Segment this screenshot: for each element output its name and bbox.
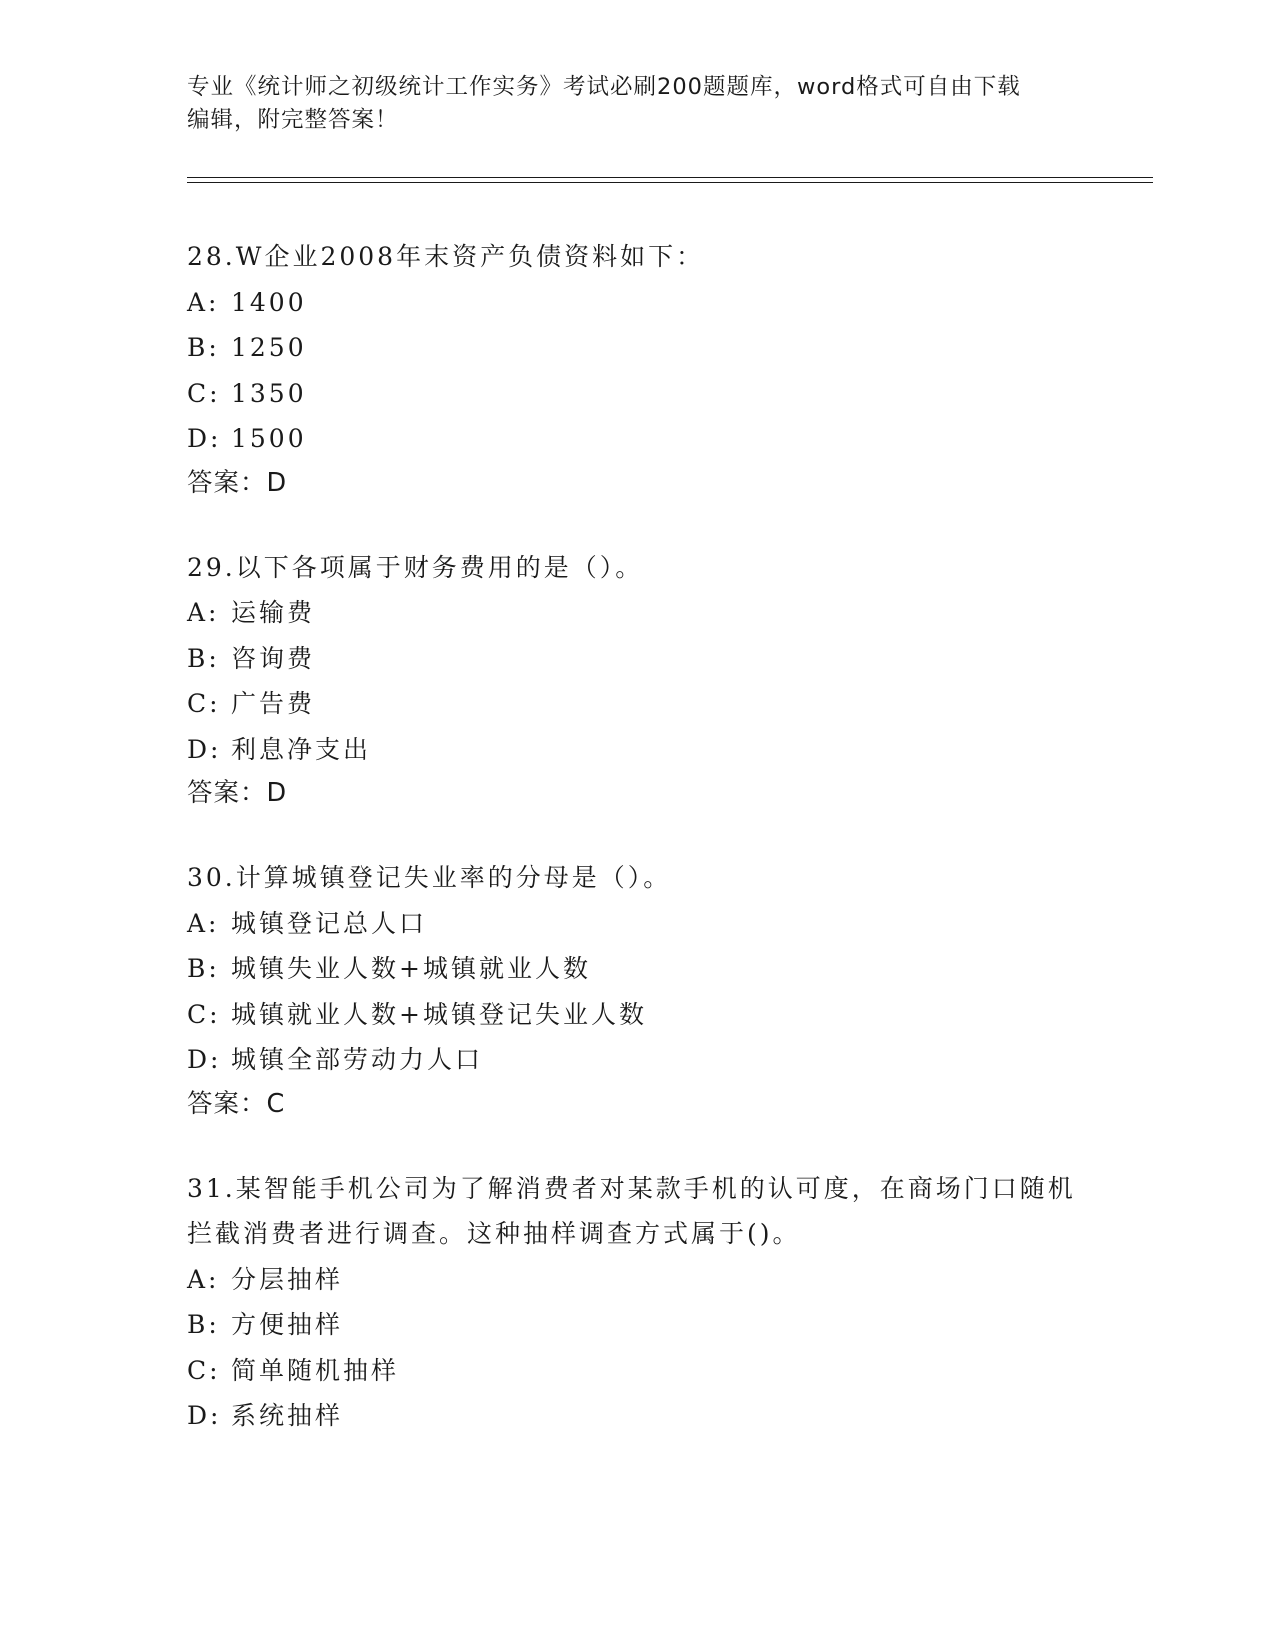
option-label: C: [187, 378, 221, 408]
option-label: A: [187, 1264, 220, 1294]
option-label: B: [187, 333, 220, 362]
answer-line: 答案：D [187, 778, 288, 808]
option-c [187, 992, 1087, 1038]
option-a [187, 1257, 1087, 1303]
option-d [187, 1037, 1087, 1083]
question-text: 28.W企业2008年末资产负债资料如下： [187, 242, 705, 271]
option-label: A: [187, 598, 220, 627]
option-label: A: [187, 287, 220, 317]
option-text: 城镇全部劳动力人口 [231, 1045, 484, 1074]
option-label: D: [187, 424, 222, 453]
header-divider-bottom [187, 182, 1153, 183]
option-label: C: [187, 999, 221, 1029]
option-label: B: [187, 1310, 220, 1339]
option-text: 运输费 [231, 598, 316, 627]
option-b [187, 946, 1087, 992]
question-31 [187, 1166, 1087, 1439]
option-text: 城镇失业人数+城镇就业人数 [231, 954, 591, 983]
answer-line: 答案：D [187, 467, 288, 498]
option-b [187, 1302, 1087, 1348]
option-c [187, 1348, 1087, 1394]
option-label: C: [187, 689, 221, 718]
option-text: 1400 [231, 287, 307, 317]
option-label: D: [187, 1401, 222, 1430]
option-label: A: [187, 908, 220, 938]
option-label: D: [187, 734, 222, 764]
question-list [187, 234, 1087, 1479]
option-text: 简单随机抽样 [231, 1355, 400, 1385]
option-label: C: [187, 1355, 221, 1385]
option-text: 系统抽样 [231, 1401, 344, 1430]
header-line-2: 编辑，附完整答案！ [187, 107, 399, 133]
option-b [187, 325, 1087, 371]
option-a [187, 901, 1087, 947]
option-a [187, 590, 1087, 636]
question-30 [187, 855, 1087, 1126]
header-divider-top [187, 177, 1153, 178]
question-28 [187, 234, 1087, 505]
option-text: 方便抽样 [231, 1310, 344, 1339]
question-text: 29.以下各项属于财务费用的是（）。 [187, 552, 644, 582]
option-text: 利息净支出 [231, 734, 372, 764]
option-text: 咨询费 [231, 643, 316, 673]
option-text: 城镇就业人数+城镇登记失业人数 [231, 999, 647, 1029]
option-b [187, 636, 1087, 682]
option-c [187, 371, 1087, 417]
option-text: 1250 [231, 333, 307, 362]
option-text: 1500 [231, 424, 307, 453]
option-d [187, 727, 1087, 773]
option-label: D: [187, 1045, 222, 1074]
option-label: B: [187, 643, 220, 673]
option-a [187, 280, 1087, 326]
option-text: 城镇登记总人口 [231, 908, 428, 938]
question-text: 31.某智能手机公司为了解消费者对某款手机的认可度，在商场门口随机拦截消费者进行调查。这种抽样调查方式属于()。 [187, 1173, 1076, 1248]
header-line-1: 专业《统计师之初级统计工作实务》考试必刷200题题库，word格式可自由下载 [187, 74, 1021, 100]
option-text: 1350 [231, 378, 307, 408]
document-header [187, 71, 1077, 137]
answer-line: 答案：C [187, 1088, 286, 1119]
option-d [187, 416, 1087, 462]
option-text: 广告费 [231, 689, 316, 718]
question-text: 30.计算城镇登记失业率的分母是（）。 [187, 863, 672, 892]
question-29 [187, 545, 1087, 816]
option-d [187, 1393, 1087, 1439]
option-text: 分层抽样 [231, 1264, 344, 1294]
option-c [187, 681, 1087, 727]
option-label: B: [187, 954, 220, 983]
